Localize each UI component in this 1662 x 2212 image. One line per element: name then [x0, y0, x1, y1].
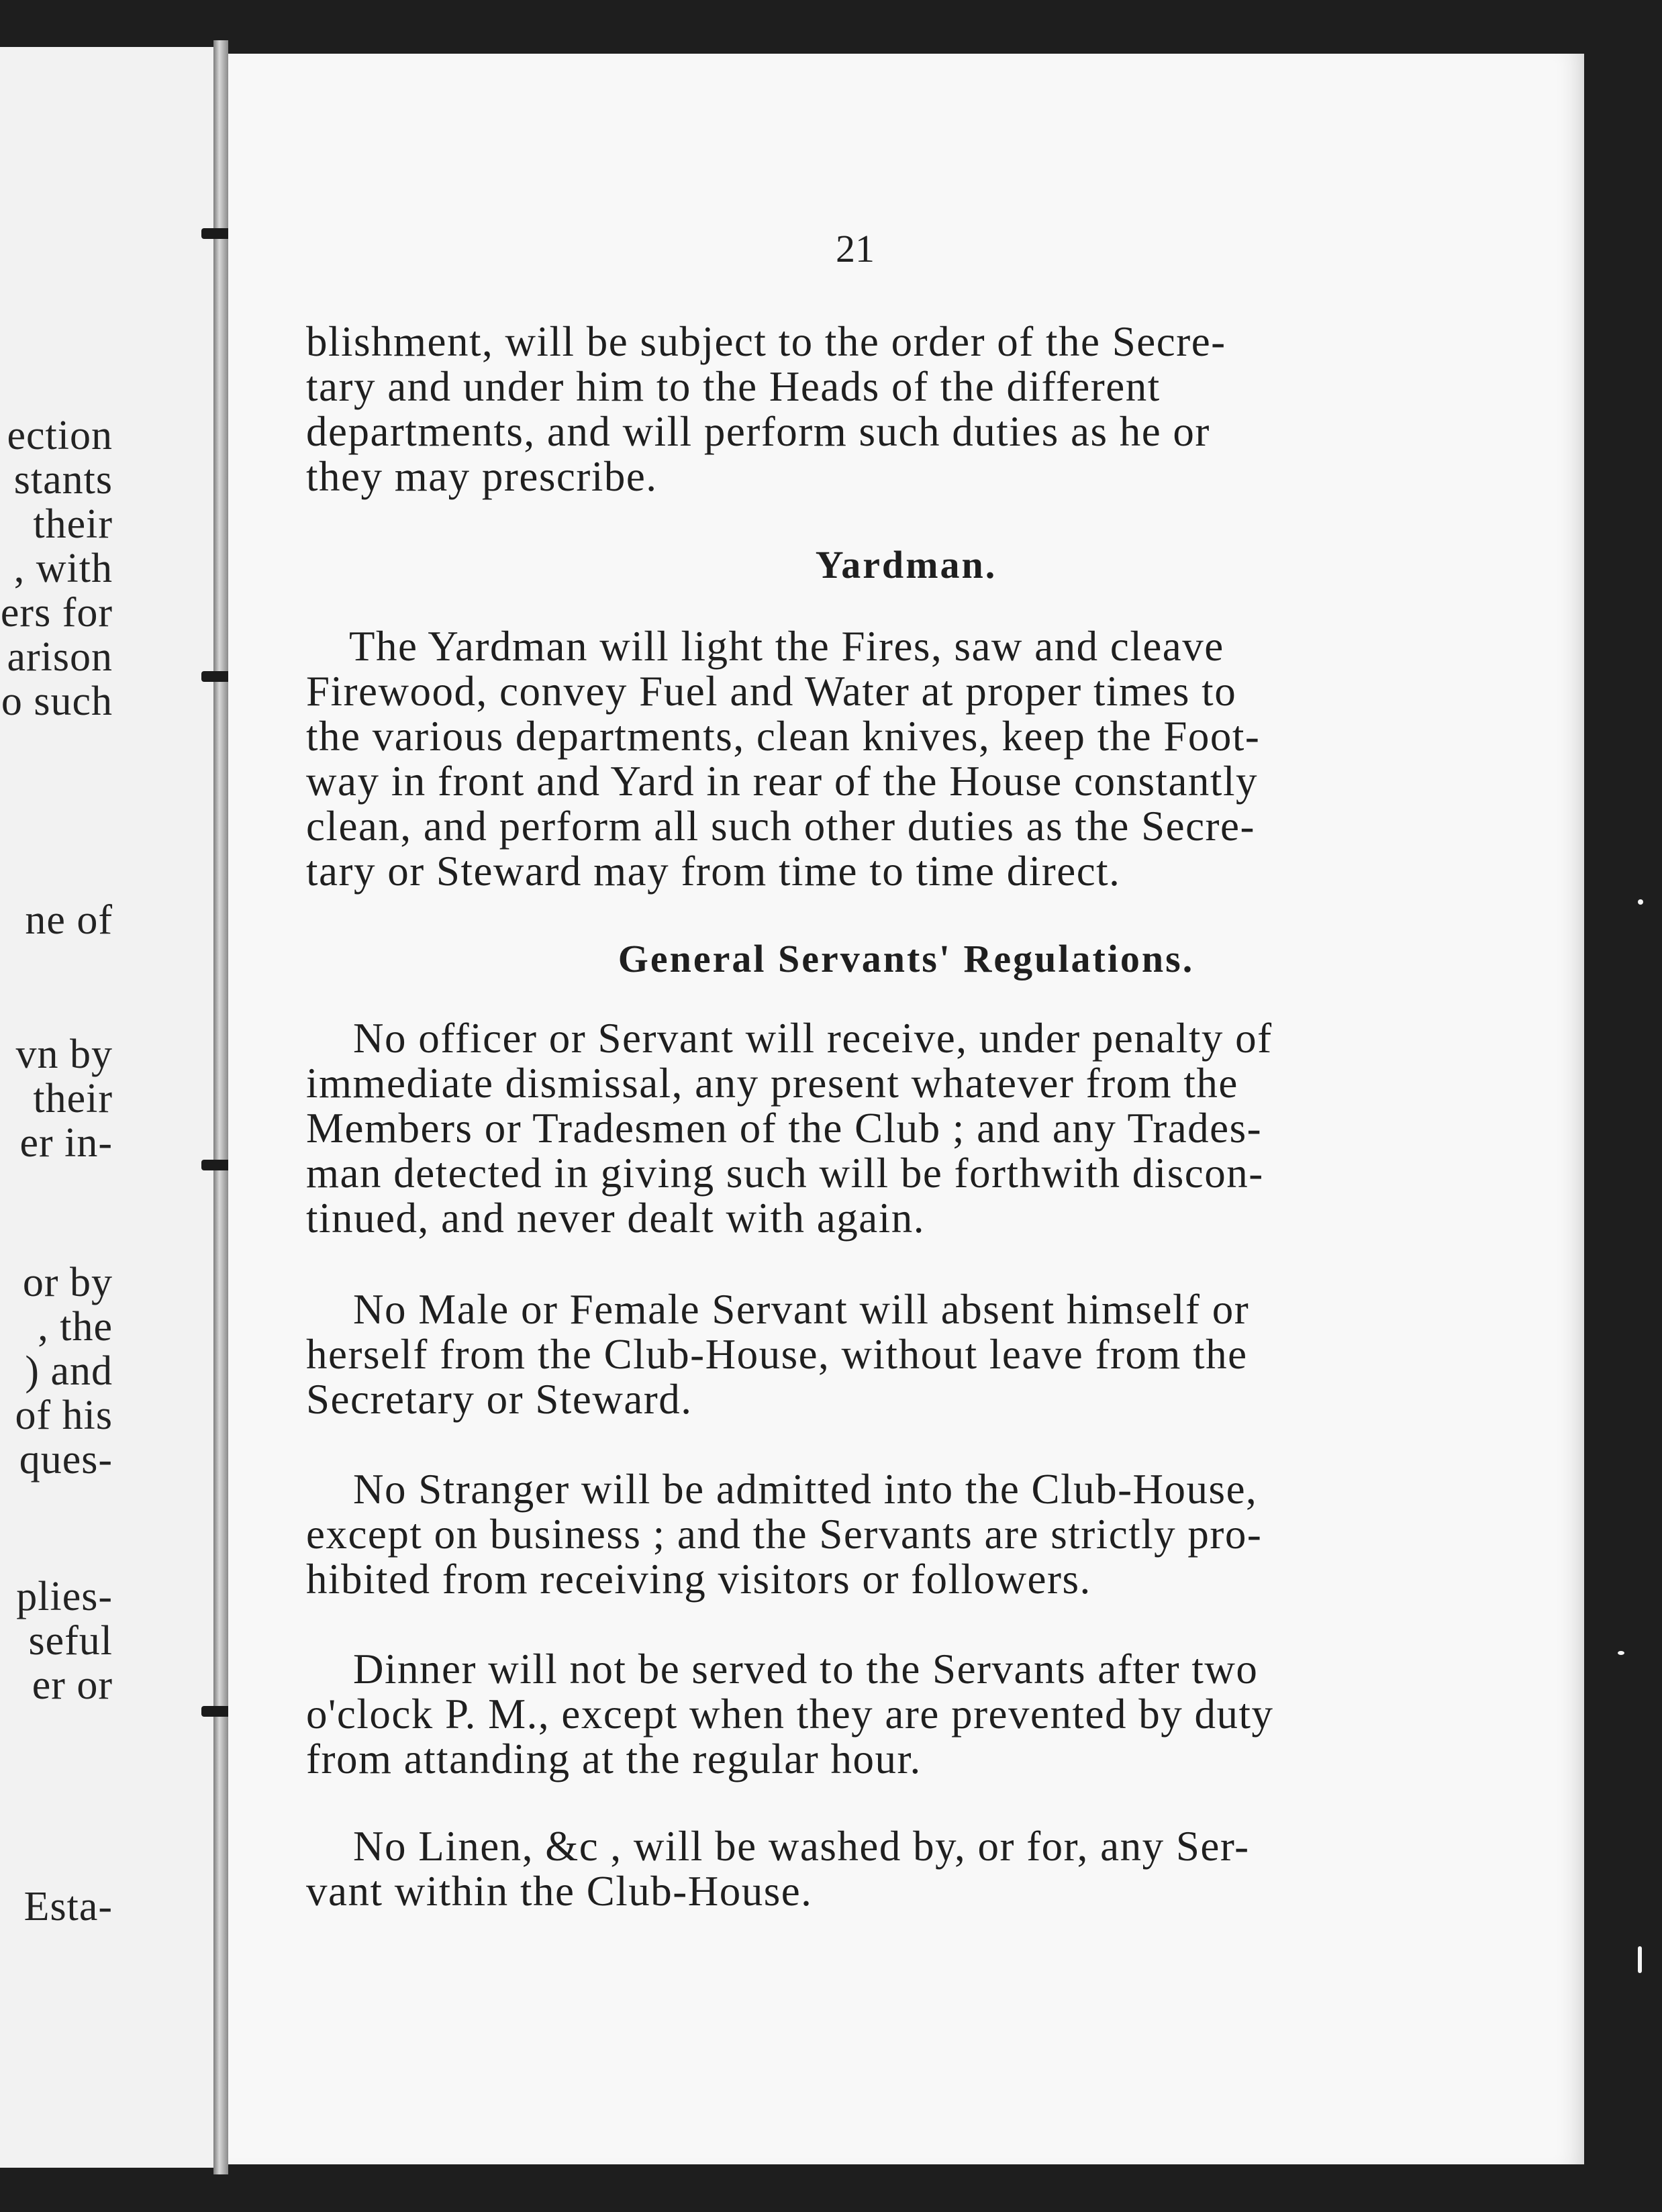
text-line: No officer or Servant will receive, under penalty of: [353, 1015, 1273, 1062]
facing-page-fragment: o such: [1, 678, 113, 724]
facing-page-fragment: their: [33, 501, 113, 547]
text-line: man detected in giving such will be forthwith discon-: [306, 1150, 1264, 1197]
facing-page-fragment: ers for: [0, 590, 113, 636]
text-line: herself from the Club-House, without leave from the: [306, 1331, 1248, 1378]
facing-page-fragment: er in-: [19, 1120, 113, 1166]
scan-speck: [1618, 1651, 1624, 1655]
scan-speck: [1638, 1946, 1642, 1973]
facing-page-fragment: ne of: [25, 897, 113, 943]
text-line: No Male or Female Servant will absent himself or: [353, 1286, 1250, 1333]
text-line: tinued, and never dealt with again.: [306, 1195, 925, 1242]
text-line: departments, and will perform such duties as he or: [306, 408, 1210, 455]
text-line: o'clock P. M., except when they are prevented by duty: [306, 1691, 1274, 1738]
text-line: blishment, will be subject to the order of the Secre-: [306, 318, 1226, 365]
text-line: clean, and perform all such other duties as the Secre-: [306, 803, 1255, 850]
text-line: tary and under him to the Heads of the different: [306, 363, 1161, 410]
facing-page-fragment: stants: [13, 457, 113, 503]
page-number: 21: [836, 227, 875, 270]
facing-page-fragment: arison: [7, 634, 113, 680]
facing-page-fragment: er or: [32, 1662, 113, 1708]
facing-page-fragment: ection: [7, 413, 113, 458]
facing-page-fragment: seful: [28, 1618, 113, 1664]
facing-page-fragment: ) and: [25, 1348, 113, 1394]
facing-page-fragment: vn by: [15, 1032, 113, 1077]
facing-page-fragment: their: [33, 1076, 113, 1121]
text-line: The Yardman will light the Fires, saw and cleave: [349, 623, 1224, 670]
facing-page-fragment: of his: [15, 1393, 113, 1438]
text-line: No Stranger will be admitted into the Club-House,: [353, 1466, 1258, 1513]
text-line: from attanding at the regular hour.: [306, 1736, 922, 1782]
text-line: the various departments, clean knives, keep the Foot-: [306, 713, 1261, 760]
facing-page-fragment: or by: [22, 1260, 113, 1305]
text-line: vant within the Club-House.: [306, 1868, 813, 1915]
facing-page-left: [0, 47, 216, 2168]
book-gutter: [213, 40, 228, 2174]
facing-page-fragment: , with: [13, 546, 113, 591]
facing-page-fragment: plies-: [16, 1574, 113, 1619]
text-line: way in front and Yard in rear of the House constantly: [306, 758, 1258, 805]
text-line: Secretary or Steward.: [306, 1376, 693, 1423]
facing-page-fragment: Esta-: [23, 1884, 113, 1929]
text-line: Firewood, convey Fuel and Water at proper times to: [306, 668, 1237, 715]
text-line: except on business ; and the Servants are strictly pro-: [306, 1511, 1263, 1558]
text-line: Members or Tradesmen of the Club ; and any Trades-: [306, 1105, 1263, 1152]
scan-speck: [1638, 899, 1643, 905]
text-line: hibited from receiving visitors or followers.: [306, 1556, 1091, 1603]
text-line: No Linen, &c , will be washed by, or for, any Ser-: [353, 1823, 1250, 1870]
text-line: tary or Steward may from time to time direct.: [306, 848, 1121, 895]
text-line: Dinner will not be served to the Servants after two: [353, 1646, 1259, 1693]
facing-page-fragment: ques-: [19, 1437, 113, 1482]
book-page: [228, 54, 1584, 2164]
section-heading-general-regulations: General Servants' Regulations.: [618, 937, 1195, 981]
facing-page-fragment: , the: [38, 1304, 113, 1350]
text-line: they may prescribe.: [306, 453, 658, 500]
text-line: immediate dismissal, any present whatever from the: [306, 1060, 1238, 1107]
section-heading-yardman: Yardman.: [815, 543, 997, 587]
